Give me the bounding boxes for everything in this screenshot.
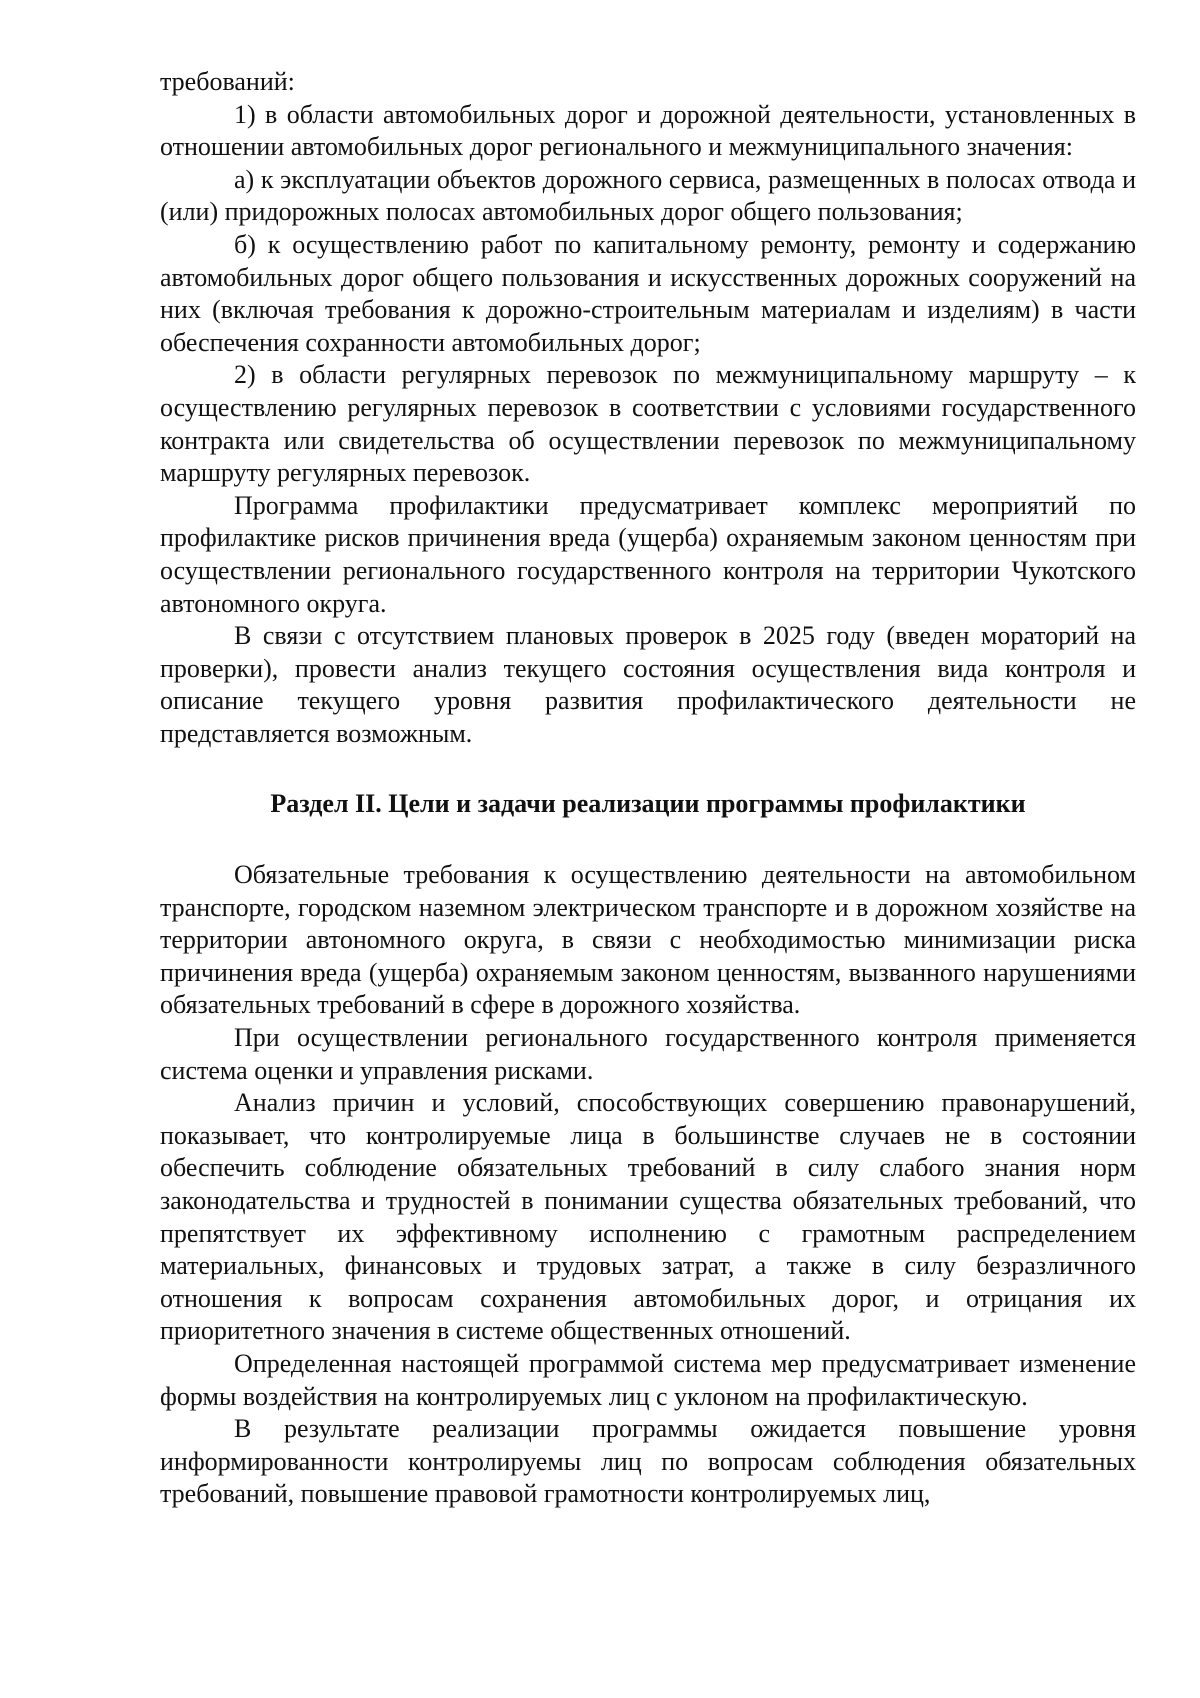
- paragraph-moratorium: В связи с отсутствием плановых проверок в 2025 году (введен мораторий на проверки), провести анализ текущего состояния осуществления вида контроля и описание текущего уровня развития профилактического деятельности не представляется возможным.: [160, 621, 1136, 748]
- section-heading: Раздел II. Цели и задачи реализации программы профилактики: [270, 789, 1026, 819]
- paragraph-risk-management: При осуществлении регионального государственного контроля применяется система оценки и управления рисками.: [160, 1023, 1136, 1085]
- paragraph-measures: Определенная настоящей программой система мер предусматривает изменение формы воздействия на контролируемых лиц с уклоном на профилактическую.: [160, 1348, 1136, 1411]
- paragraph-subitem-a: а) к эксплуатации объектов дорожного сервиса, размещенных в полосах отвода и (или) придорожных полосах автомобильных дорог общего пользования;: [160, 164, 1136, 227]
- paragraph-program-scope: Программа профилактики предусматривает комплекс мероприятий по профилактике рисков причинения вреда (ущерба) охраняемым законом ценностям при осуществлении регионального государственного контроля на территории Чукотского автономного округа.: [160, 490, 1136, 618]
- paragraph-subitem-b: б) к осуществлению работ по капитальному ремонту, ремонту и содержанию автомобильных дорог общего пользования и искусственных дорожных сооружений на них (включая требования к дорожно-строительным материалам и изделиям) в части обеспечения сохранности автомобильных дорог;: [160, 229, 1136, 357]
- document-page: [160, 66, 1136, 1511]
- paragraph-analysis: Анализ причин и условий, способствующих совершению правонарушений, показывает, что контролируемые лица в большинстве случаев не в состоянии обеспечить соблюдение обязательных требований в силу слабого знания норм законодательства и трудностей в понимании существа обязательных требований, что препятствует их эффективному исполнению с грамотным распределением материальных, финансовых и трудовых затрат, а также в силу безразличного отношения к вопросам сохранения автомобильных дорог, и отрицания их приоритетного значения в системе общественных отношений.: [160, 1088, 1136, 1346]
- intro-tail-text: требований:: [160, 67, 295, 96]
- paragraph-item-2-transport: 2) в области регулярных перевозок по межмуниципальному маршруту – к осуществлению регулярных перевозок в соответствии с условиями государственного контракта или свидетельства об осуществлении перевозок по межмуниципальному маршруту регулярных перевозок.: [160, 360, 1136, 488]
- paragraph-mandatory-requirements: Обязательные требования к осуществлению деятельности на автомобильном транспорте, городском наземном электрическом транспорте и в дорожном хозяйстве на территории автономного округа, в связи с необходимостью минимизации риска причинения вреда (ущерба) охраняемым законом ценностям, вызванного нарушениями обязательных требований в сфере в дорожного хозяйства.: [160, 860, 1136, 1020]
- paragraph-item-1-roads: 1) в области автомобильных дорог и дорожной деятельности, установленных в отношении автомобильных дорог регионального и межмуниципального значения:: [160, 99, 1136, 162]
- paragraph-expected-results: В результате реализации программы ожидается повышение уровня информированности контролируемы лиц по вопросам соблюдения обязательных требований, повышение правовой грамотности контролируемых лиц,: [160, 1414, 1136, 1509]
